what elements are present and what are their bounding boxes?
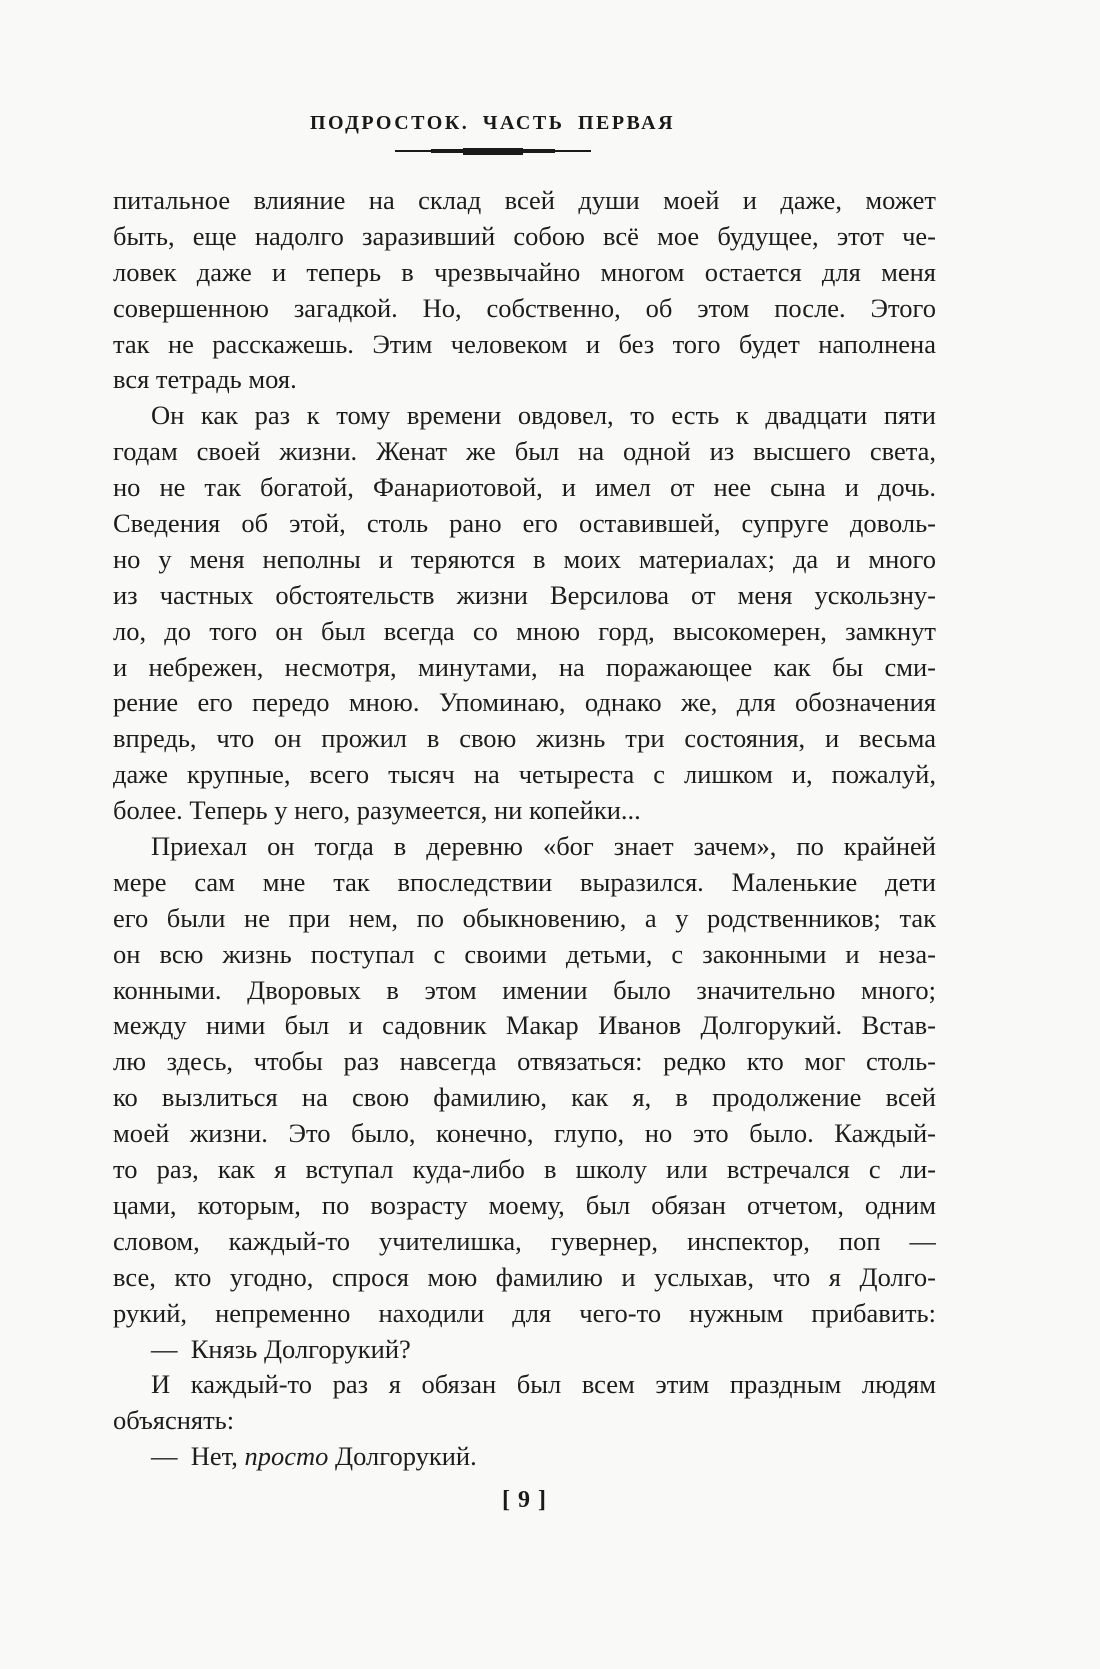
body-line: Сведения об этой, столь рано его оставившей, супруге доволь- xyxy=(113,508,936,539)
body-line: моей жизни. Это было, конечно, глупо, но это было. Каждый- xyxy=(113,1118,936,1149)
body-line: И каждый-то раз я обязан был всем этим праздным людям xyxy=(151,1369,936,1400)
section-divider-ornament xyxy=(395,147,591,155)
body-line: быть, еще надолго заразивший собою всё мое будущее, этот че- xyxy=(113,220,936,251)
body-line: рукий, непременно находили для чего-то нужным прибавить: xyxy=(113,1297,936,1328)
dialogue-italic-word: просто xyxy=(244,1441,329,1472)
body-line: цами, которым, по возрасту моему, был обязан отчетом, одним xyxy=(113,1189,936,1220)
body-line: Приехал он тогда в деревню «бог знает зачем», по крайней xyxy=(151,831,936,862)
dialogue-suffix: Долгорукий. xyxy=(328,1441,477,1472)
body-text xyxy=(113,183,936,1475)
body-line: ло, до того он был всегда со мною горд, высокомерен, замкнут xyxy=(113,615,936,646)
body-line: вся тетрадь моя. xyxy=(113,364,297,395)
body-line: питальное влияние на склад всей души моей и даже, может xyxy=(113,185,936,215)
body-line-dialogue: — Князь Долгорукий? xyxy=(151,1333,411,1364)
body-line: так не расскажешь. Этим человеком и без того будет наполнена xyxy=(113,328,936,359)
body-line: лю здесь, чтобы раз навсегда отвязаться: редко кто мог столь- xyxy=(113,1046,936,1077)
running-head: ПОДРОСТОК. ЧАСТЬ ПЕРВАЯ xyxy=(309,112,676,134)
body-line: даже крупные, всего тысяч на четыреста с лишком и, пожалуй, xyxy=(113,759,936,790)
masthead xyxy=(81,112,904,155)
body-line: и небрежен, несмотря, минутами, на поражающее как бы сми- xyxy=(113,651,936,682)
body-line: конными. Дворовых в этом имении было значительно много; xyxy=(113,974,936,1005)
dialogue-prefix: — Нет, xyxy=(151,1441,245,1472)
body-line: более. Теперь у него, разумеется, ни копейки... xyxy=(113,795,641,826)
body-line: он всю жизнь поступал с своими детьми, с законными и неза- xyxy=(113,938,936,969)
body-line: объяснять: xyxy=(113,1405,235,1436)
body-line: рение его передо мною. Упоминаю, однако же, для обозначения xyxy=(113,687,936,718)
body-line: между ними был и садовник Макар Иванов Долгорукий. Встав- xyxy=(113,1010,936,1041)
body-line: Он как раз к тому времени овдовел, то есть к двадцати пяти xyxy=(151,400,936,431)
body-line: мере сам мне так впоследствии выразился. Маленькие дети xyxy=(113,866,936,897)
body-line: совершенною загадкой. Но, собственно, об этом после. Этого xyxy=(113,292,936,323)
page-number: [ 9 ] xyxy=(502,1487,547,1513)
body-line: его были не при нем, по обыкновению, а у родственников; так xyxy=(113,902,936,933)
body-line: словом, каждый-то учителишка, гувернер, инспектор, поп — xyxy=(113,1225,936,1256)
body-line: но у меня неполны и теряются в моих материалах; да и много xyxy=(113,543,936,574)
body-line: ловек даже и теперь в чрезвычайно многом остается для меня xyxy=(113,256,936,287)
body-line: но не так богатой, Фанариотовой, и имел от нее сына и дочь. xyxy=(113,472,936,503)
body-line: все, кто угодно, спрося мою фамилию и услыхав, что я Долго- xyxy=(113,1261,936,1292)
body-line: ко вызлиться на свою фамилию, как я, в продолжение всей xyxy=(113,1082,936,1113)
body-line-dialogue xyxy=(113,1439,936,1475)
body-line: годам своей жизни. Женат же был на одной из высшего света, xyxy=(113,436,936,467)
body-line: то раз, как я вступал куда-либо в школу или встречался с ли- xyxy=(113,1154,936,1185)
body-line: из частных обстоятельств жизни Версилова от меня ускользну- xyxy=(113,579,936,610)
body-line: впредь, что он прожил в свою жизнь три состояния, и весьма xyxy=(113,723,936,754)
